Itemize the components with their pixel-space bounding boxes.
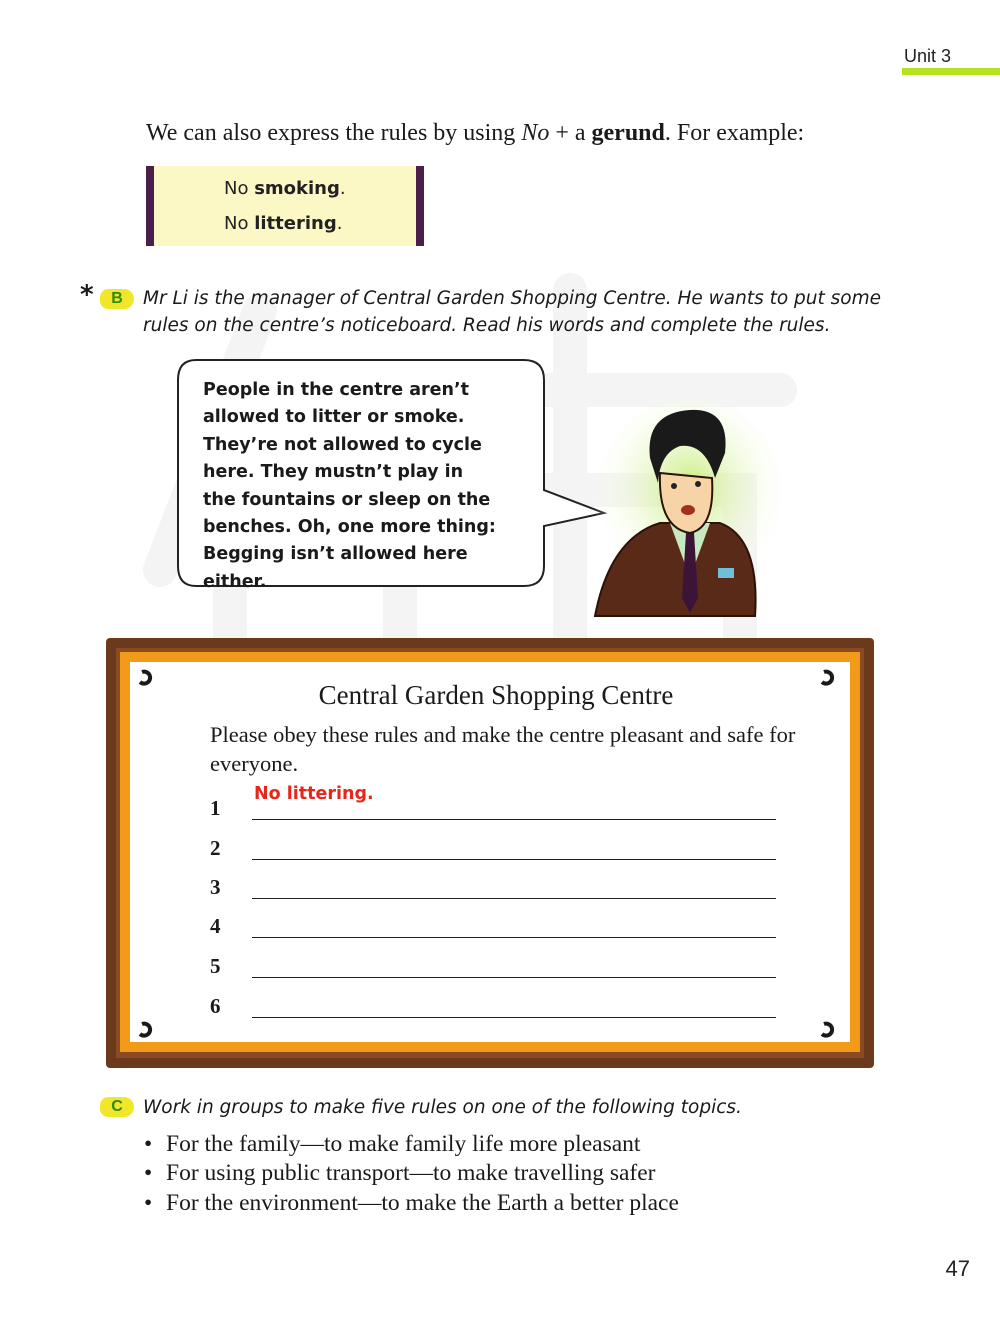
speech-line: here. They mustn’t play in <box>203 462 464 483</box>
intro-gerund: gerund <box>591 120 665 146</box>
board-title: Central Garden Shopping Centre <box>318 680 674 710</box>
intro-sentence <box>146 120 804 147</box>
unit-header <box>902 44 1000 74</box>
example-box <box>146 166 424 246</box>
example-prefix: No <box>224 213 255 234</box>
unit-accent-bar <box>902 68 1000 75</box>
rule-row <box>210 988 780 1018</box>
rule-blank[interactable] <box>252 977 776 978</box>
example-word: littering <box>254 213 337 234</box>
rule-number: 1 <box>210 796 221 820</box>
rule-number: 4 <box>210 914 221 938</box>
rule-blank[interactable] <box>252 1017 776 1018</box>
intro-text-a: We can also express the rules by using <box>146 120 522 146</box>
example-line <box>224 178 346 199</box>
speech-line: They’re not allowed to cycle <box>203 434 482 455</box>
topic-item: • For using public transport—to make travelling safer <box>146 1159 679 1188</box>
rule-number: 2 <box>210 836 221 860</box>
rule-blank[interactable] <box>252 859 776 860</box>
rule-row <box>210 830 780 860</box>
section-b-instruction: Mr Li is the manager of Central Garden Shopping Centre. He wants to put some rules on the centre’s noticeboard. Read his words and complete the rules. <box>143 288 882 336</box>
example-prefix: No <box>224 178 255 199</box>
man-illustration <box>590 398 780 618</box>
topic-item: • For the environment—to make the Earth a better place <box>146 1189 679 1218</box>
rule-blank[interactable] <box>252 819 776 820</box>
topic-list <box>146 1130 679 1218</box>
board-subtitle: Please obey these rules and make the centre pleasant and safe for everyone. <box>210 722 796 776</box>
rule-number: 5 <box>210 954 221 978</box>
rule-row <box>210 948 780 978</box>
speech-line: People in the centre aren’t <box>203 380 469 400</box>
unit-label: Unit 3 <box>904 46 952 66</box>
example-suffix: . <box>336 213 343 234</box>
rule-number: 3 <box>210 875 221 899</box>
example-suffix: . <box>339 178 346 199</box>
intro-plus: + a <box>549 120 592 146</box>
rule-row <box>210 784 780 820</box>
rule-number: 6 <box>210 994 221 1018</box>
rule-answer: No littering. <box>254 784 374 804</box>
rule-blank[interactable] <box>252 937 776 938</box>
example-line <box>224 213 342 234</box>
rule-row <box>210 869 780 899</box>
speech-line: benches. Oh, one more thing: <box>203 517 496 538</box>
intro-no: No <box>521 120 550 146</box>
rule-row <box>210 908 780 938</box>
speech-line: Begging isn’t allowed here either. <box>203 544 468 592</box>
intro-text-b: . For example: <box>664 120 805 146</box>
speech-text <box>203 377 533 596</box>
star-marker: * <box>80 280 94 310</box>
topic-item: • For the family—to make family life more pleasant <box>146 1130 679 1159</box>
example-word: smoking <box>254 178 340 199</box>
speech-line: allowed to litter or smoke. <box>203 407 465 428</box>
page-number: 47 <box>945 1256 970 1281</box>
speech-line: the fountains or sleep on the <box>203 489 491 510</box>
section-c-badge: C <box>100 1097 134 1117</box>
section-b-badge: B <box>100 289 134 309</box>
rule-blank[interactable] <box>252 898 776 899</box>
section-c-instruction: Work in groups to make five rules on one of the following topics. <box>143 1097 742 1118</box>
